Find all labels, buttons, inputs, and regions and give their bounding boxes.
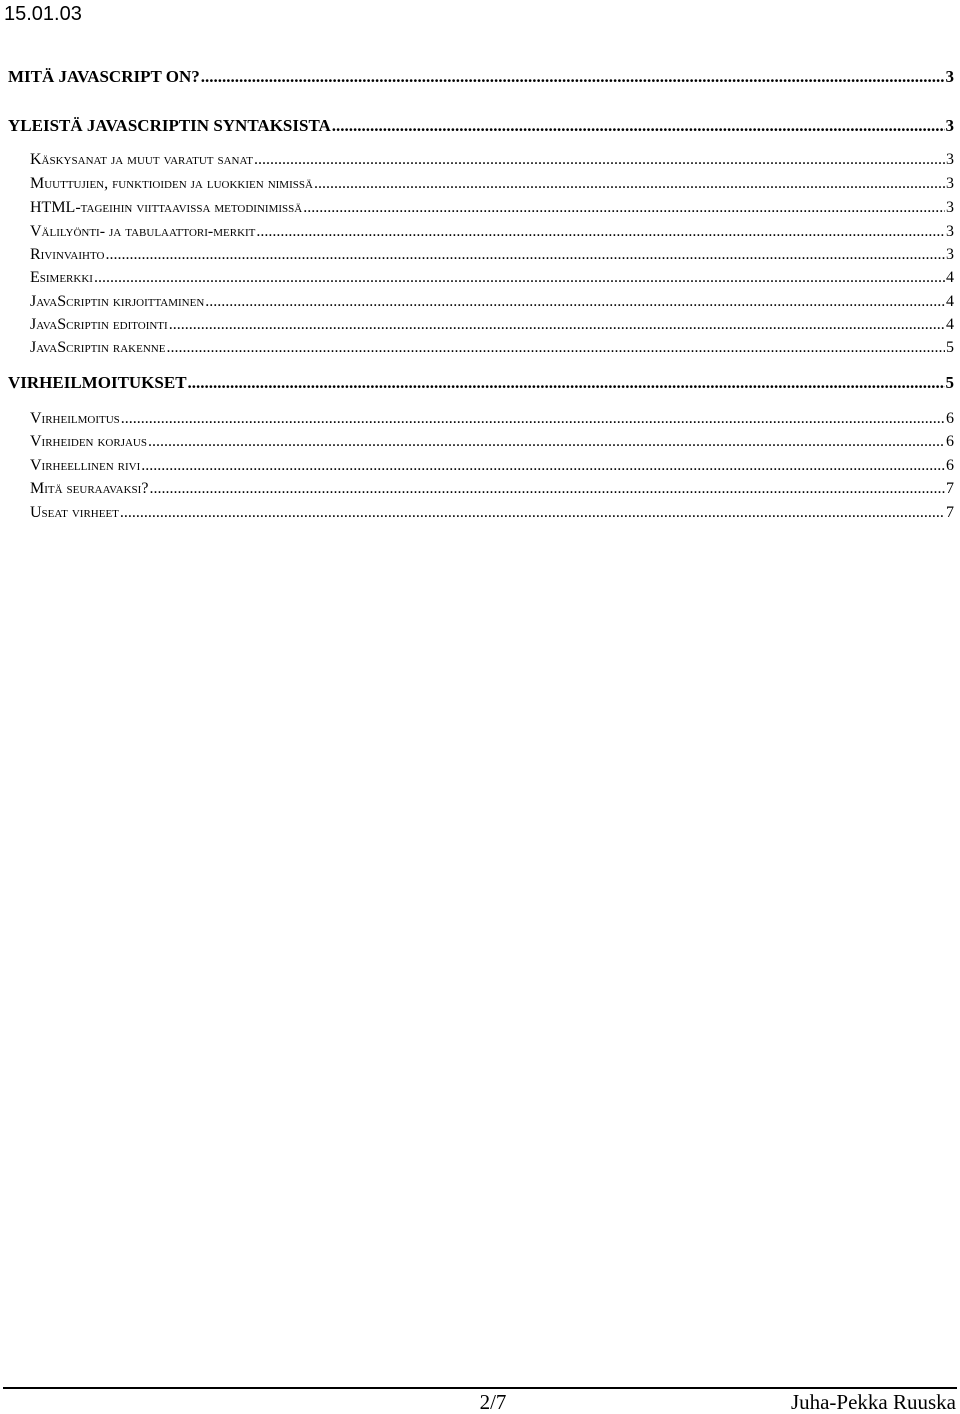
toc-entry-page: 3 xyxy=(945,116,954,135)
toc-entry-title: VIRHEILMOITUKSET xyxy=(8,373,187,392)
toc-entry[interactable] xyxy=(8,372,954,394)
toc-entry[interactable] xyxy=(8,432,954,452)
toc-entry-title: Esimerkki xyxy=(30,269,93,286)
toc-dot-leader xyxy=(188,372,945,394)
toc-entry[interactable] xyxy=(8,66,954,88)
toc-entry[interactable] xyxy=(8,456,954,476)
toc-dot-leader xyxy=(303,198,945,218)
toc-entry-title: YLEISTÄ JAVASCRIPTIN SYNTAKSISTA xyxy=(8,116,331,135)
toc-dot-leader xyxy=(256,222,945,242)
toc-dot-leader xyxy=(254,150,945,170)
toc-entry-title: Käskysanat ja muut varatut sanat xyxy=(30,151,253,168)
toc-dot-leader xyxy=(332,115,945,137)
toc-entry[interactable] xyxy=(8,115,954,137)
toc-entry-page: 7 xyxy=(946,480,954,497)
toc-entry-page: 6 xyxy=(946,433,954,450)
toc-dot-leader xyxy=(148,432,945,452)
toc-entry[interactable] xyxy=(8,245,954,265)
toc-entry-title: Mitä seuraavaksi? xyxy=(30,480,149,497)
toc-entry-page: 6 xyxy=(946,410,954,427)
toc-entry[interactable] xyxy=(8,409,954,429)
toc-entry[interactable] xyxy=(8,503,954,523)
toc-entry[interactable] xyxy=(8,479,954,499)
toc-entry-page: 6 xyxy=(946,457,954,474)
toc-entry[interactable] xyxy=(8,338,954,358)
toc-entry-title: Virheilmoitus xyxy=(30,410,120,427)
toc-entry-page: 3 xyxy=(946,175,954,192)
toc-entry-page: 3 xyxy=(946,223,954,240)
footer-divider xyxy=(3,1387,957,1389)
toc-entry-page: 5 xyxy=(945,373,954,392)
toc-dot-leader xyxy=(205,292,945,312)
header-date: 15.01.03 xyxy=(4,3,82,25)
toc-entry-page: 7 xyxy=(946,504,954,521)
toc-entry-title: Virheiden korjaus xyxy=(30,433,147,450)
toc-entry-title: HTML-tageihin viittaavissa metodinimissä xyxy=(30,199,303,216)
toc-entry-title: MITÄ JAVASCRIPT ON? xyxy=(8,67,200,86)
toc-entry[interactable] xyxy=(8,292,954,312)
toc-dot-leader xyxy=(314,174,945,194)
toc-entry-title: Virheellinen rivi xyxy=(30,457,141,474)
toc-dot-leader xyxy=(121,409,945,429)
toc-entry-page: 3 xyxy=(946,199,954,216)
toc-entry-page: 4 xyxy=(946,293,954,310)
toc-entry-title: Useat virheet xyxy=(30,504,119,521)
toc-entry-title: JavaScriptin kirjoittaminen xyxy=(30,293,205,310)
toc-dot-leader xyxy=(169,315,945,335)
toc-entry-page: 3 xyxy=(946,246,954,263)
toc-entry-page: 4 xyxy=(946,269,954,286)
toc-dot-leader xyxy=(141,456,945,476)
toc-entry-title: Rivinvaihto xyxy=(30,246,105,263)
toc-entry-title: JavaScriptin rakenne xyxy=(30,339,166,356)
toc-dot-leader xyxy=(149,479,945,499)
toc-dot-leader xyxy=(120,503,945,523)
toc-entry[interactable] xyxy=(8,174,954,194)
toc-entry-page: 3 xyxy=(945,67,954,86)
toc-dot-leader xyxy=(94,268,945,288)
toc-dot-leader xyxy=(166,338,945,358)
toc-entry-title: JavaScriptin editointi xyxy=(30,316,168,333)
footer-author: Juha-Pekka Ruuska xyxy=(790,1390,956,1414)
toc-entry-page: 5 xyxy=(946,339,954,356)
footer-page-number: 2/7 xyxy=(479,1390,507,1414)
toc-entry-page: 4 xyxy=(946,316,954,333)
toc-dot-leader xyxy=(105,245,945,265)
toc-entry-page: 3 xyxy=(946,151,954,168)
toc-entry[interactable] xyxy=(8,268,954,288)
toc-entry[interactable] xyxy=(8,198,954,218)
toc-entry[interactable] xyxy=(8,315,954,335)
toc-entry-title: Muuttujien, funktioiden ja luokkien nimissä xyxy=(30,175,313,192)
toc-entry-title: Välilyönti- ja tabulaattori-merkit xyxy=(30,223,256,240)
toc-entry[interactable] xyxy=(8,150,954,170)
toc-dot-leader xyxy=(201,66,945,88)
toc-entry[interactable] xyxy=(8,222,954,242)
